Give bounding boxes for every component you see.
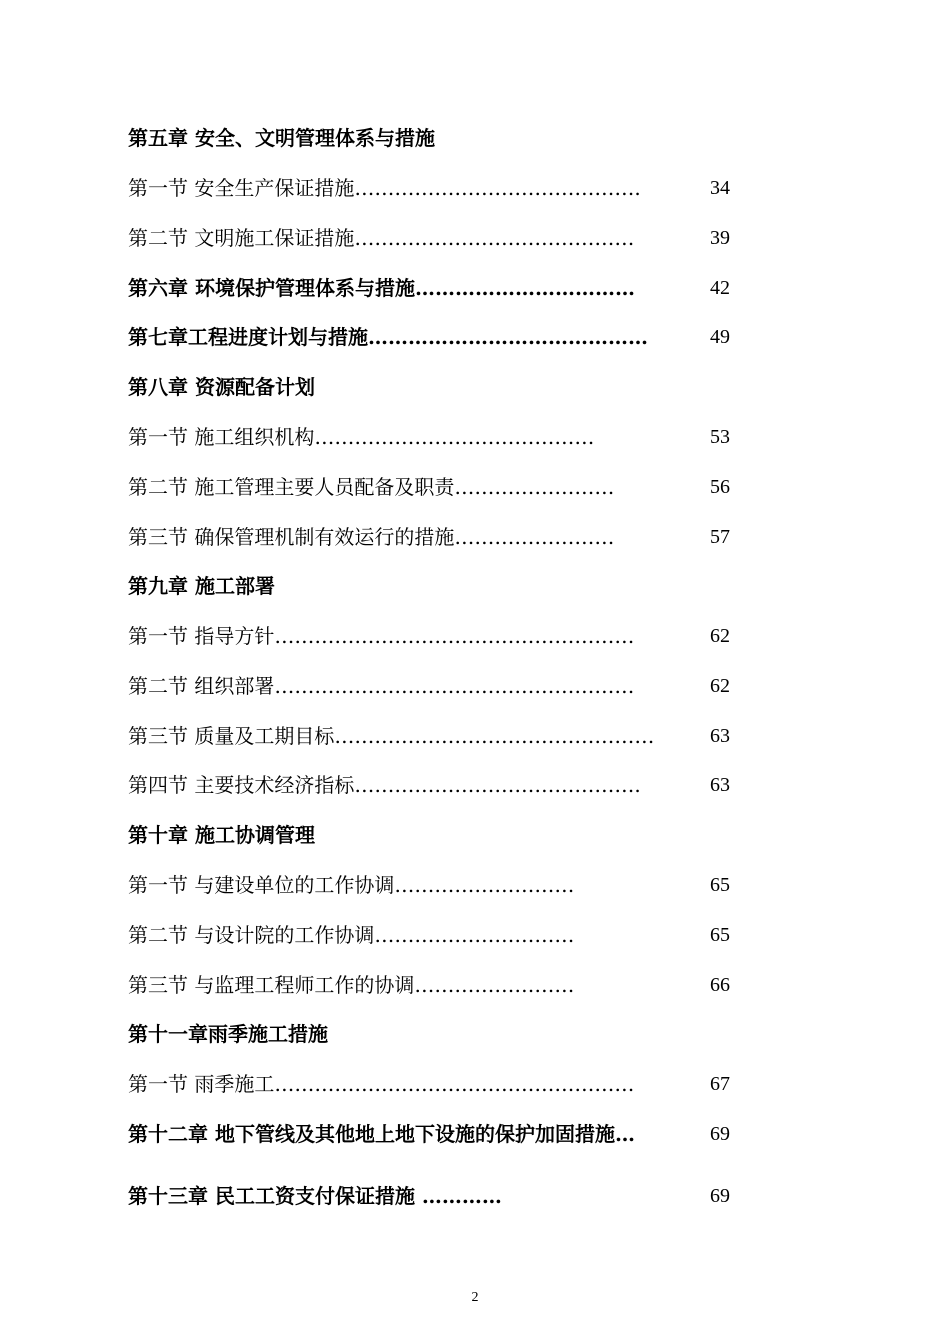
toc-row[interactable] bbox=[128, 571, 730, 601]
toc-entry-page: 53 bbox=[710, 426, 730, 448]
toc-entry-page: 63 bbox=[710, 725, 730, 747]
toc-entry-title: 第五章 安全、文明管理体系与措施 bbox=[128, 126, 435, 150]
toc-row[interactable] bbox=[128, 472, 730, 502]
toc-entry-page: 65 bbox=[710, 874, 730, 896]
toc-entry-page: 57 bbox=[710, 526, 730, 548]
toc-entry-title: 第一节 与建设单位的工作协调……………………… bbox=[128, 873, 575, 897]
toc-entry-page: 56 bbox=[710, 476, 730, 498]
toc-entry-title: 第十章 施工协调管理 bbox=[128, 823, 315, 847]
toc-row[interactable] bbox=[128, 621, 730, 651]
toc-entry-title: 第一节 指导方针……………………………………………… bbox=[128, 624, 635, 648]
toc-entry-title: 第二节 文明施工保证措施…………………………………… bbox=[128, 226, 635, 250]
toc-entry-page: 62 bbox=[710, 675, 730, 697]
toc-entry-title: 第三节 质量及工期目标………………………………………… bbox=[128, 724, 655, 748]
toc-entry-title: 第一节 安全生产保证措施……………………………………. bbox=[128, 176, 641, 200]
toc-entry-title: 第二节 组织部署……………………………………………… bbox=[128, 674, 635, 698]
toc-row[interactable] bbox=[128, 223, 730, 253]
toc-entry-title: 第四节 主要技术经济指标……………………………………. bbox=[128, 773, 641, 797]
toc-entry-page: 34 bbox=[710, 177, 730, 199]
toc-row[interactable] bbox=[128, 273, 730, 303]
toc-entry-page: 39 bbox=[710, 227, 730, 249]
toc-entry-title: 第八章 资源配备计划 bbox=[128, 375, 315, 399]
toc-entry-title: 第九章 施工部署 bbox=[128, 574, 275, 598]
toc-row[interactable] bbox=[128, 422, 730, 452]
toc-row[interactable] bbox=[128, 870, 730, 900]
toc-row[interactable] bbox=[128, 522, 730, 552]
toc-row[interactable] bbox=[128, 820, 730, 850]
toc-entry-page: 67 bbox=[710, 1073, 730, 1095]
toc-row[interactable] bbox=[128, 721, 730, 751]
toc-row[interactable] bbox=[128, 1019, 730, 1049]
toc-entry-title: 第三节 确保管理机制有效运行的措施…………………… bbox=[128, 525, 615, 549]
toc-entry-page: 49 bbox=[710, 326, 730, 348]
toc-row[interactable] bbox=[128, 322, 730, 352]
page-number: 2 bbox=[471, 1290, 479, 1305]
toc-row[interactable] bbox=[128, 671, 730, 701]
toc-entry-page: 63 bbox=[710, 774, 730, 796]
toc-entry-title: 第一节 施工组织机构…………………………………… bbox=[128, 425, 595, 449]
toc-entry-title: 第七章工程进度计划与措施…………………………………… bbox=[128, 325, 648, 349]
toc-entry-title: 第二节 施工管理主要人员配备及职责…………………… bbox=[128, 475, 615, 499]
toc-entry-title: 第二节 与设计院的工作协调………………………… bbox=[128, 923, 575, 947]
toc-entry-title: 第一节 雨季施工……………………………………………… bbox=[128, 1072, 635, 1096]
toc-row[interactable] bbox=[128, 1181, 730, 1211]
toc-row[interactable] bbox=[128, 770, 730, 800]
toc-entry-page: 65 bbox=[710, 924, 730, 946]
toc-row[interactable] bbox=[128, 173, 730, 203]
toc-row[interactable] bbox=[128, 123, 730, 153]
toc-row[interactable] bbox=[128, 920, 730, 950]
toc-row[interactable] bbox=[128, 1119, 730, 1149]
toc-entry-page: 69 bbox=[710, 1123, 730, 1145]
toc-row[interactable] bbox=[128, 970, 730, 1000]
toc-entry-page: 62 bbox=[710, 625, 730, 647]
toc-entry-title: 第十三章 民工工资支付保证措施 ………… bbox=[128, 1184, 502, 1208]
toc-entry-title: 第三节 与监理工程师工作的协调…………………… bbox=[128, 973, 575, 997]
toc-entry-page: 42 bbox=[710, 277, 730, 299]
toc-entry-title: 第十一章雨季施工措施 bbox=[128, 1022, 328, 1046]
toc-entry-page: 66 bbox=[710, 974, 730, 996]
toc-entry-title: 第十二章 地下管线及其他地上地下设施的保护加固措施… bbox=[128, 1122, 635, 1146]
toc-entry-title: 第六章 环境保护管理体系与措施…………………………… bbox=[128, 276, 635, 300]
toc-entry-page: 69 bbox=[710, 1185, 730, 1207]
toc-row[interactable] bbox=[128, 1069, 730, 1099]
toc-row[interactable] bbox=[128, 372, 730, 402]
